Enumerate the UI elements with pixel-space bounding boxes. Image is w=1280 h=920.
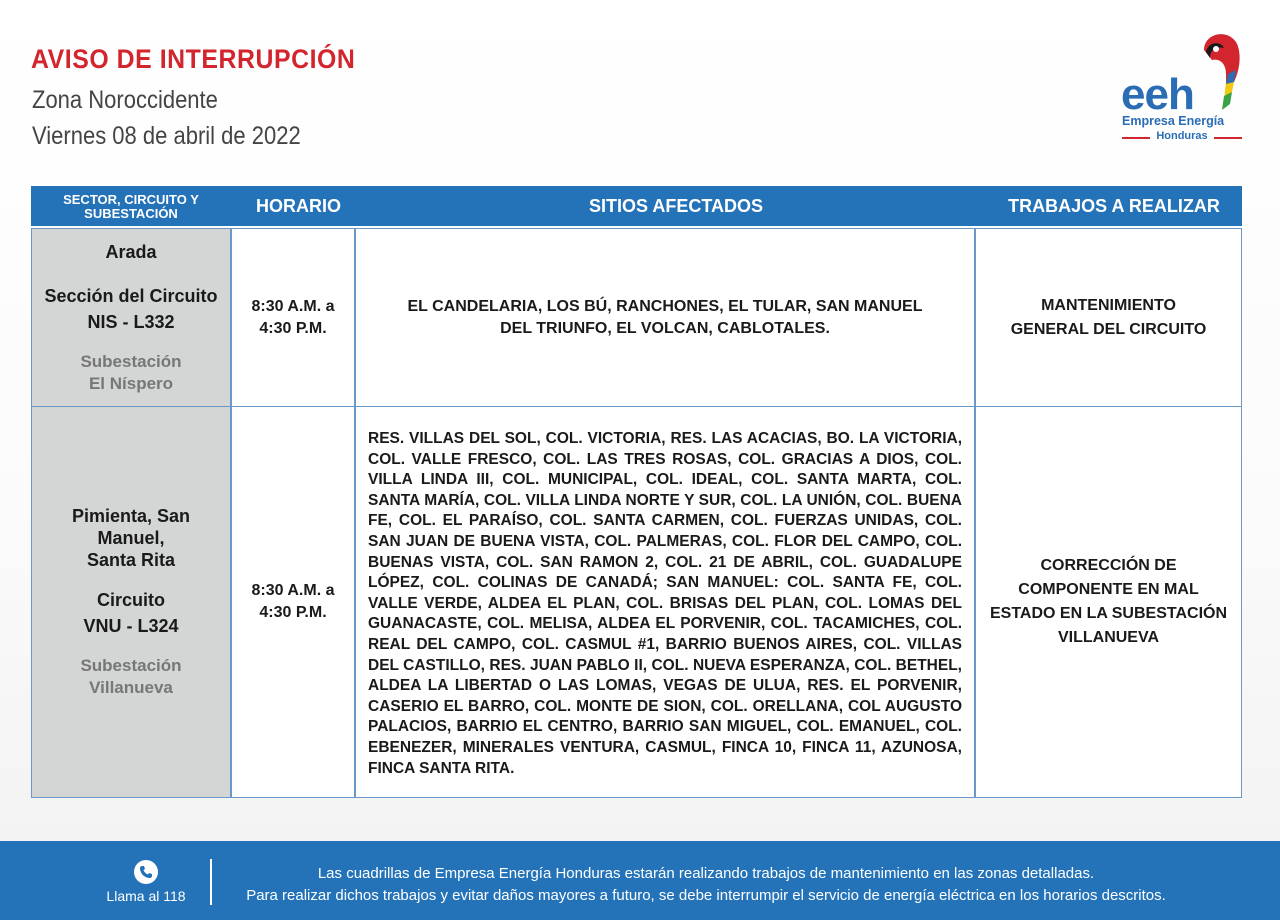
sitios-cell	[356, 407, 976, 798]
trabajos-cell	[976, 228, 1242, 407]
sector-name: Pimienta, San	[71, 506, 191, 526]
sector-cell	[31, 407, 232, 798]
circuit-id: NIS - L332	[87, 311, 175, 332]
table-header	[31, 186, 1242, 226]
trabajos-text: CORRECCIÓN DE COMPONENTE EN MAL ESTADO EN LA SUBESTACIÓN VILLANUEVA	[989, 557, 1228, 646]
sector-name: Arada	[105, 241, 157, 262]
horario-start: 8:30 A.M. a	[251, 582, 335, 599]
substation-name: El Níspero	[88, 373, 174, 393]
horario-start: 8:30 A.M. a	[251, 297, 335, 315]
table-row	[31, 407, 1242, 798]
parrot-icon	[1186, 30, 1242, 114]
header-trabajos: TRABAJOS A REALIZAR	[1008, 195, 1220, 216]
trabajos-cell	[976, 407, 1242, 798]
sitios-cell	[356, 228, 976, 407]
substation-label: Subestación	[80, 351, 182, 371]
horario-cell	[232, 228, 356, 407]
substation-name: Villanueva	[89, 678, 173, 697]
date-label: Viernes 08 de abril de 2022	[32, 122, 301, 150]
footer-line-2: Para realizar dichos trabajos y evitar daños mayores a futuro, se debe interrumpir el servicio de energía eléctrica en los horarios descritos.	[246, 887, 1166, 904]
footer-message	[222, 863, 1190, 907]
logo-company-name: Empresa Energía	[1122, 114, 1225, 128]
sitios-text: EL CANDELARIA, LOS BÚ, RANCHONES, EL TULAR, SAN MANUEL DEL TRIUNFO, EL VOLCAN, CABLOTALES.	[407, 297, 923, 337]
sitios-text: RES. VILLAS DEL SOL, COL. VICTORIA, RES. LAS ACACIAS, BO. LA VICTORIA, COL. VALLE FRESCO, COL. LAS TRES ROSAS, COL. GRACIAS A DIOS, COL. VILLA LINDA III, COL. MUNICIPAL, COL. IDEAL, COL. SANTA MARTA, COL. SANTA MARÍA, COL. VILLA LINDA NORTE Y SUR, COL. LA UNIÓN, COL. BUENA FE, COL. EL PARAÍSO, COL. SANTA CARMEN, COL. FUERZAS UNIDAS, COL. SAN JUAN DE BUENA VISTA, COL. PALMERAS, COL. FLOR DEL CAMPO, COL. BUENAS VISTA, COL. SAN RAMON 2, COL. 21 DE ABRIL, COL. GUADALUPE LÓPEZ, COL. COLINAS DE CANADÁ; SAN MANUEL: COL. SANTA FE, COL. VALLE VERDE, ALDEA EL PLAN, COL. BRISAS DEL PLAN, COL. LOMAS DEL GUANACASTE, COL. MELISA, ALDEA EL PORVENIR, COL. TACAMICHES, COL. REAL DEL CAMPO, COL. CASMUL #1, BARRIO BUENOS AIRES, COL. VILLAS DEL CASTILLO, RES. JUAN PABLO II, COL. NUEVA ESPERANZA, COL. BETHEL, ALDEA LA LIBERTAD O LAS LOMAS, VEGAS DE ULUA, RES. EL PORVENIR, CASERIO EL BARRO, COL. MONTE DE SION, COL. ORELLANA, COL AUGUSTO PALACIOS, BARRIO EL CENTRO, BARRIO SAN MIGUEL, COL. EMANUEL, COL. EBENEZER, MINERALES VENTURA, CASMUL, FINCA 10, FINCA 11, AZUNOSA, FINCA SANTA RITA.	[368, 430, 962, 777]
substation-label: Subestación	[80, 656, 182, 675]
horario-end: 4:30 P.M.	[259, 604, 327, 621]
logo-wordmark: eeh	[1121, 70, 1194, 119]
circuit-id: VNU - L324	[83, 616, 179, 636]
footer-divider	[210, 859, 212, 905]
circuit-label: Circuito	[96, 590, 165, 610]
circuit-label: Sección del Circuito	[44, 285, 218, 306]
zone-label: Zona Noroccidente	[32, 86, 218, 114]
header-sitios: SITIOS AFECTADOS	[588, 195, 763, 216]
header-sector: SECTOR, CIRCUITO Y SUBESTACIÓN	[63, 192, 199, 221]
header-horario: HORARIO	[256, 195, 341, 216]
horario-end: 4:30 P.M.	[259, 319, 327, 337]
outage-table	[31, 186, 1242, 798]
footer-line-1: Las cuadrillas de Empresa Energía Honduras estarán realizando trabajos de mantenimiento en las zonas detalladas.	[317, 865, 1095, 882]
notice-title: AVISO DE INTERRUPCIÓN	[31, 44, 356, 74]
sector-name: Santa Rita	[86, 550, 176, 570]
phone-icon	[134, 860, 158, 884]
table-row	[31, 228, 1242, 407]
trabajos-text: MANTENIMIENTO GENERAL DEL CIRCUITO	[1010, 296, 1207, 338]
eeh-logo	[1116, 30, 1246, 148]
sector-cell	[31, 228, 232, 407]
sector-name: Manuel,	[97, 528, 165, 548]
logo-country: Honduras	[1122, 130, 1242, 142]
footer-bar	[0, 841, 1280, 920]
horario-cell	[232, 407, 356, 798]
call-label: Llama al 118	[106, 888, 186, 904]
